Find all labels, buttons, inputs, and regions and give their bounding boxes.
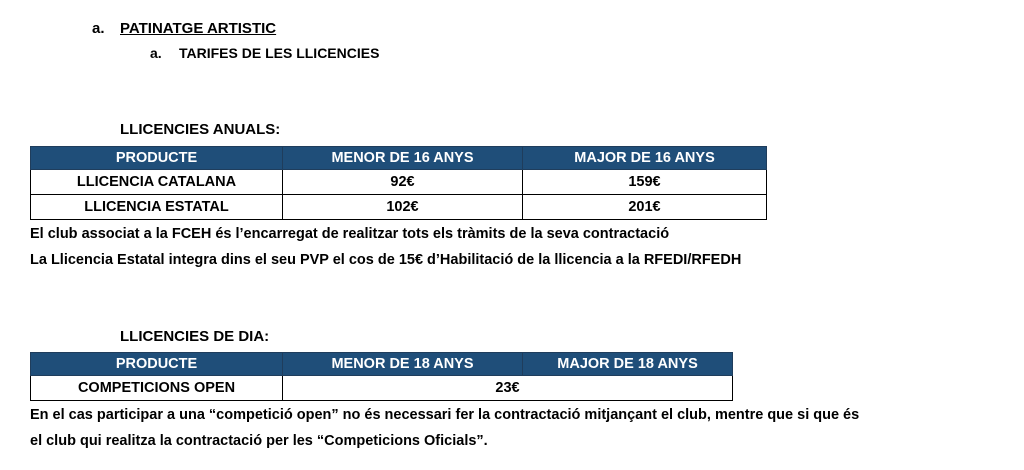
column-header-under-16: MENOR DE 16 ANYS (283, 147, 523, 170)
subheading-marker: a. (150, 45, 162, 61)
daily-note-1: En el cas participar a una “competició open” no és necessari fer la contractació mitjançant el club, mentre que si que és (30, 407, 860, 423)
page-title: PATINATGE ARTISTIC (120, 20, 277, 37)
price-cell: 201€ (523, 195, 767, 220)
product-name-cell: LLICENCIA ESTATAL (31, 195, 283, 220)
product-name-cell: LLICENCIA CATALANA (31, 170, 283, 195)
column-header-over-16: MAJOR DE 16 ANYS (523, 147, 767, 170)
daily-note-2: el club qui realitza la contractació per les “Competicions Oficials”. (30, 433, 488, 449)
table-header-row (31, 353, 733, 376)
price-cell: 159€ (523, 170, 767, 195)
table-row (31, 170, 767, 195)
annual-licences-label: LLICENCIES ANUALS: (120, 121, 281, 138)
table-row (31, 195, 767, 220)
table-header-row (31, 147, 767, 170)
column-header-over-18: MAJOR DE 18 ANYS (523, 353, 733, 376)
product-name-cell: COMPETICIONS OPEN (31, 376, 283, 401)
daily-licences-table (30, 352, 733, 401)
price-cell: 92€ (283, 170, 523, 195)
annual-licences-table (30, 146, 767, 220)
table-row (31, 376, 733, 401)
heading-marker: a. (92, 20, 105, 37)
column-header-under-18: MENOR DE 18 ANYS (283, 353, 523, 376)
price-cell: 102€ (283, 195, 523, 220)
column-header-product: PRODUCTE (31, 353, 283, 376)
column-header-product: PRODUCTE (31, 147, 283, 170)
section-subtitle: TARIFES DE LES LLICENCIES (179, 45, 380, 61)
price-cell: 23€ (283, 376, 733, 401)
annual-note-1: El club associat a la FCEH és l’encarregat de realitzar tots els tràmits de la seva contractació (30, 226, 670, 242)
annual-note-2: La Llicencia Estatal integra dins el seu PVP el cos de 15€ d’Habilitació de la llicencia a la RFEDI/RFEDH (30, 252, 742, 268)
daily-licences-label: LLICENCIES DE DIA: (120, 328, 270, 345)
